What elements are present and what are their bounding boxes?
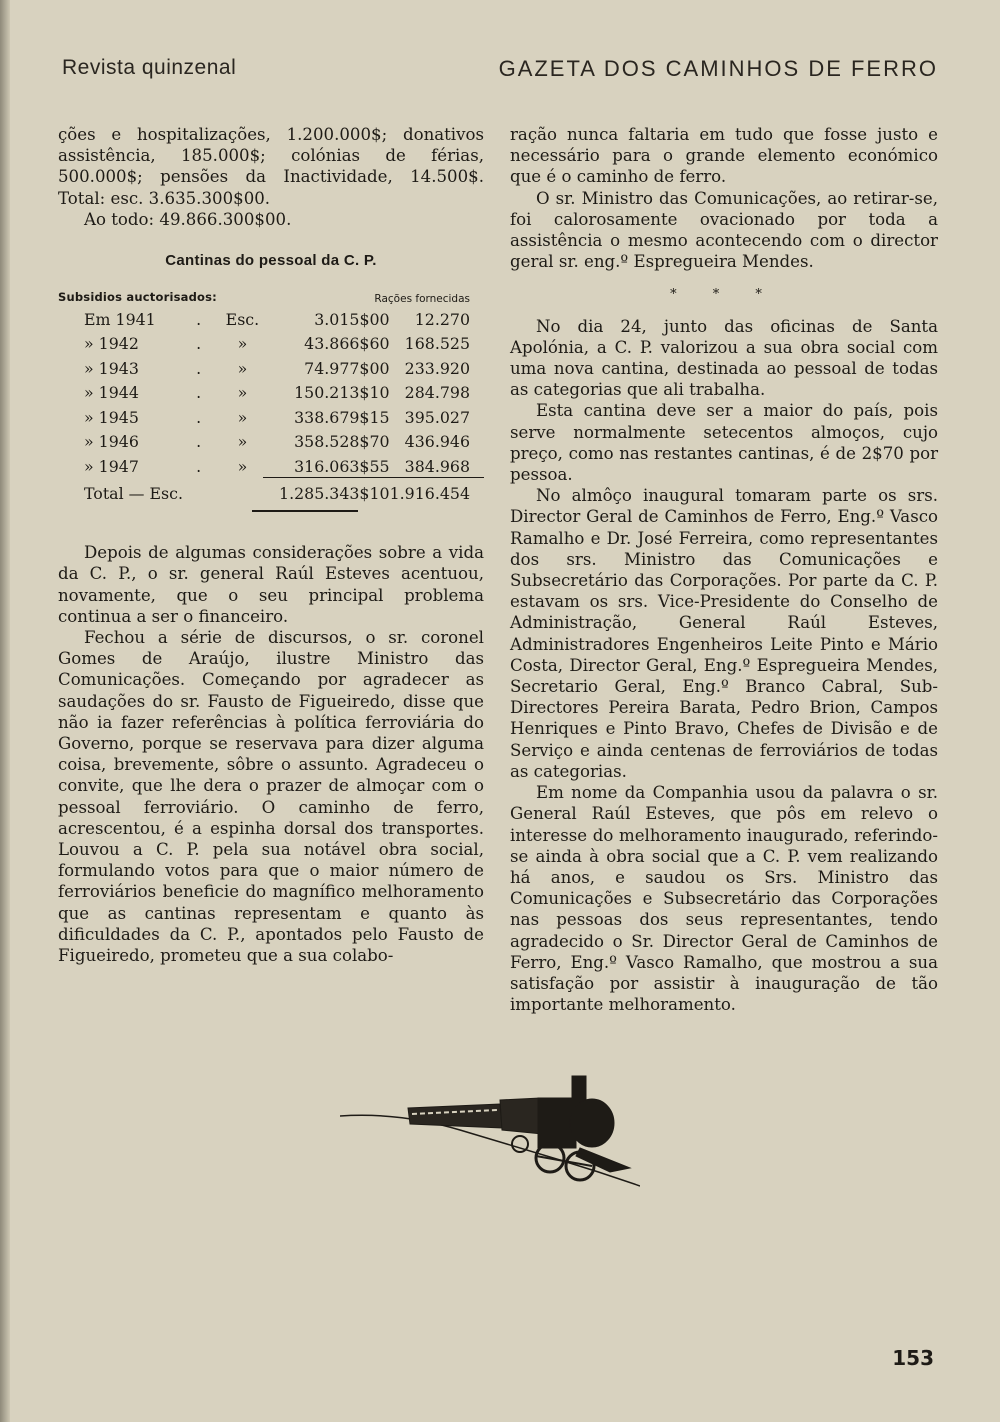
- table-total-row: [58, 477, 484, 504]
- year-cell: » 1945: [84, 407, 139, 427]
- rations-cell: 233.920: [404, 358, 470, 378]
- page-edge: [0, 0, 10, 1422]
- value-cell: 358.528$70: [294, 432, 390, 452]
- paragraph: No almôço inaugural tomaram parte os srs. Director Geral de Caminhos de Ferro, Eng.º Vasco Ramalho e Dr. José Ferreira, como representantes dos srs. Ministro das Comunicações e Subsecretário das Corporações. Por parte da C. P. estavam os srs. Vice-Presidente do Conselho de Administração, General Raúl Esteves, Administradores Engenheiros Leite Pinto e Mário Costa, Director Geral, Eng.º Espregueira Mendes, Secretario Geral, Eng.º Branco Cabral, Sub-Directores Pereira Barata, Pedro Brion, Campos Henriques e Pinto Bravo, Chefes de Divisão e de Serviço e ainda centenas de ferroviários de todas as categorias.: [510, 486, 938, 781]
- paragraph: ração nunca faltaria em tudo que fosse justo e necessário para o grande elemento económico que é o caminho de ferro.: [510, 125, 938, 187]
- dots-cell: .: [196, 383, 202, 403]
- header-left: Revista quinzenal: [62, 56, 237, 79]
- table-row: [58, 428, 484, 453]
- currency-cell: »: [237, 383, 248, 403]
- page-number: 153: [892, 1346, 934, 1370]
- currency-cell: »: [237, 407, 248, 427]
- value-cell: 3.015$00: [314, 309, 390, 329]
- currency-cell: Esc.: [225, 309, 260, 329]
- paragraph: Em nome da Companhia usou da palavra o sr. General Raúl Esteves, que pôs em relevo o interesse do melhoramento inaugurado, referindo-se ainda à obra social que a C. P. vem realizando há anos, e saudou os Srs. Ministro das Comunicações e Subsecretário das Corporações nas pessoas dos seus representantes, tendo agradecido o Sr. Director Geral de Caminhos de Ferro, Eng.º Vasco Ramalho, que mostrou a sua satisfação por assistir à inauguração de tão importante melhoramento.: [510, 783, 938, 1015]
- table-row: [58, 354, 484, 379]
- table-row: [58, 379, 484, 404]
- rations-cell: 395.027: [404, 407, 470, 427]
- table-row: [58, 403, 484, 428]
- paragraph: Fechou a série de discursos, o sr. coronel Gomes de Araújo, ilustre Ministro das Comunicações. Começando por agradecer as saudações do sr. Fausto de Figueiredo, disse que não ia fazer referências à política ferroviária do Governo, porque se reservava para dizer alguma coisa, brevemente, sôbre o assunto. Agradeceu o convite, que lhe dera o prazer de almoçar com o pessoal ferroviário. O caminho de ferro, acrescentou, é a espinha dorsal dos transportes. Louvou a C. P. pela sua notável obra social, formulando votos para que o maior número de ferroviários beneficie do magnífico melhoramento que as cantinas representam e quanto às dificuldades da C. P., apontados pelo Fausto de Figueiredo, prometeu que a sua colabo-: [58, 628, 484, 966]
- table-heading-rations: Rações fornecidas: [374, 293, 470, 306]
- total-rations: 1.916.454: [389, 484, 470, 504]
- year-cell: » 1942: [84, 334, 139, 354]
- paragraph: Depois de algumas considerações sobre a vida da C. P., o sr. general Raúl Esteves acentuou, novamente, que o seu principal problema continua a ser o financeiro.: [58, 543, 484, 626]
- total-label: Total — Esc.: [84, 484, 183, 504]
- right-column: [510, 124, 938, 1015]
- year-cell: » 1946: [84, 432, 139, 452]
- paragraph: Esta cantina deve ser a maior do país, pois serve normalmente setecentos almoços, cujo preço, como nas restantes cantinas, é de 2$70 por pessoa.: [510, 401, 938, 485]
- dots-cell: .: [196, 358, 202, 378]
- value-cell: 316.063$55: [263, 452, 390, 477]
- year-cell: » 1943: [84, 358, 139, 378]
- running-header: [58, 56, 938, 86]
- currency-cell: »: [237, 334, 248, 354]
- value-cell: 74.977$00: [304, 358, 390, 378]
- rations-cell: 12.270: [414, 309, 470, 329]
- table-heading-subsidies: Subsidios auctorisados:: [58, 290, 217, 305]
- value-cell: 338.679$15: [294, 407, 390, 427]
- rations-cell: 168.525: [404, 334, 470, 354]
- left-column: [58, 124, 484, 966]
- currency-cell: »: [237, 432, 248, 452]
- paragraph: O sr. Ministro das Comunicações, ao retirar-se, foi calorosamente ovacionado por toda a assistência o mesmo acontecendo com o director geral sr. eng.º Espregueira Mendes.: [510, 188, 938, 272]
- train-illustration: [340, 1068, 640, 1198]
- value-cell: 150.213$10: [294, 383, 390, 403]
- rations-cell: 284.798: [404, 383, 470, 403]
- train-drawing: [340, 1076, 640, 1186]
- dots-cell: .: [196, 432, 202, 452]
- dots-cell: .: [196, 309, 202, 329]
- rations-cell: 384.968: [390, 452, 484, 477]
- paragraph: Ao todo: 49.866.300$00.: [84, 209, 292, 229]
- paragraph: ções e hospitalizações, 1.200.000$; donativos assistência, 185.000$; colónias de férias, 500.000$; pensões da Inactividade, 14.500$. Total: esc. 3.635.300$00.: [58, 125, 484, 208]
- subsidy-table: [58, 305, 484, 504]
- dots-cell: .: [196, 407, 202, 427]
- header-right: GAZETA DOS CAMINHOS DE FERRO: [498, 56, 938, 81]
- currency-cell: »: [237, 457, 248, 477]
- dots-cell: .: [196, 334, 202, 354]
- paragraph: No dia 24, junto das oficinas de Santa Apolónia, a C. P. valorizou a sua obra social com uma nova cantina, destinada ao pessoal de todas as categorias que ali trabalha.: [510, 316, 938, 400]
- section-heading: Cantinas do pessoal da C. P.: [165, 252, 377, 270]
- table-row: [58, 330, 484, 355]
- section-separator: * * *: [670, 287, 778, 303]
- year-cell: » 1944: [84, 383, 139, 403]
- dots-cell: .: [196, 457, 202, 477]
- total-value: 1.285.343$10: [279, 484, 390, 504]
- table-header: [58, 283, 484, 305]
- currency-cell: »: [237, 358, 248, 378]
- year-cell: » 1947: [84, 457, 139, 477]
- table-row: [58, 452, 484, 477]
- year-cell: Em 1941: [84, 309, 156, 329]
- rations-cell: 436.946: [404, 432, 470, 452]
- value-cell: 43.866$60: [304, 334, 390, 354]
